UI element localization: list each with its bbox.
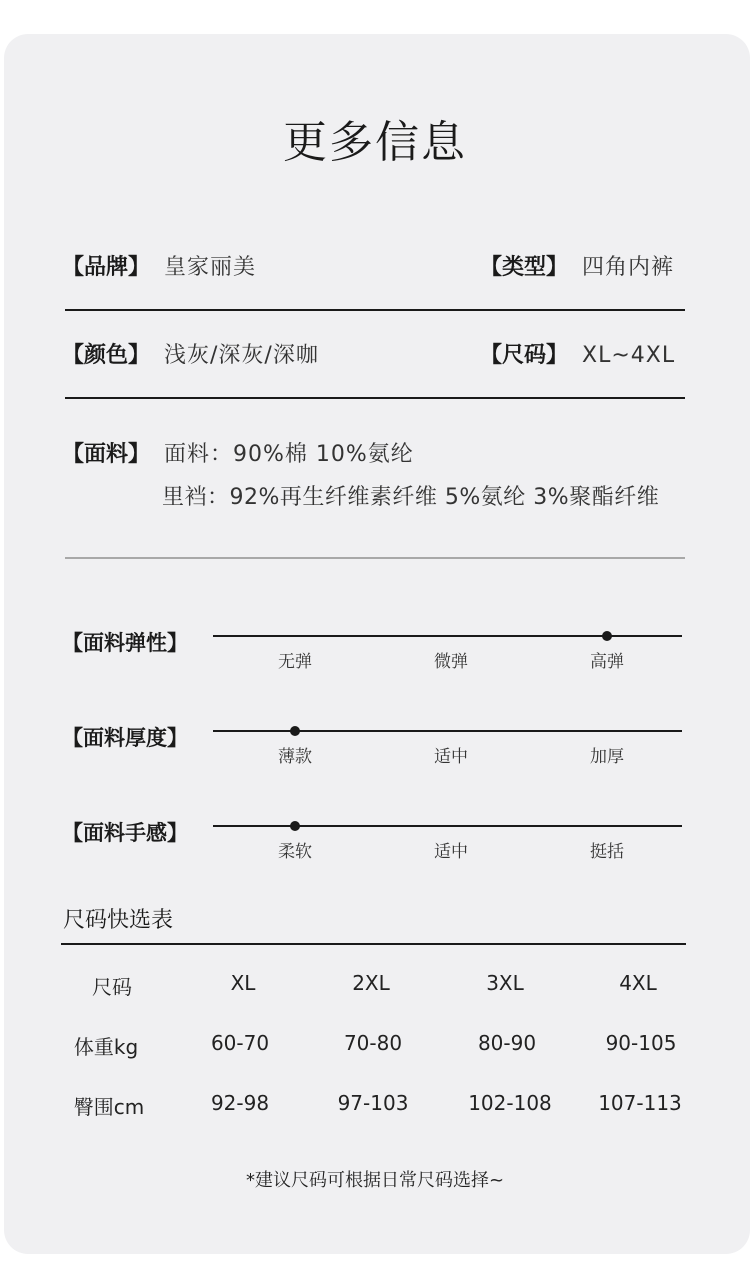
brand-label: 【品牌】 [62,255,151,280]
size-label: 【尺码】 [480,343,569,368]
elasticity-tick: 高弹 [590,652,624,672]
color-row [62,342,319,370]
color-value: 浅灰/深灰/深咖 [164,343,319,368]
table-cell: 90-105 [605,1031,677,1055]
table-cell: 3XL [486,971,524,995]
table-cell: 2XL [352,971,390,995]
table-cell: 体重kg [73,1035,139,1059]
table-cell: 107-113 [598,1091,682,1115]
feel-tick: 适中 [434,842,468,862]
elasticity-tick: 无弹 [278,652,312,672]
divider [65,397,685,399]
fabric-row [62,441,414,469]
fabric-line1: 面料：90%棉 10%氨纶 [164,442,414,467]
thickness-tick: 薄款 [278,747,312,767]
table-cell: 97-103 [337,1091,409,1115]
fabric-line2: 里裆：92%再生纤维素纤维 5%氨纶 3%聚酯纤维 [162,485,660,510]
type-row [480,254,674,282]
table-cell: 92-98 [210,1091,270,1115]
elasticity-label: 【面料弹性】 [62,631,188,655]
table-cell: 4XL [619,971,657,995]
size-table-title: 尺码快选表 [63,908,174,933]
thickness-tick: 加厚 [590,747,624,767]
feel-tick: 挺括 [590,842,624,862]
divider [65,557,685,559]
thickness-marker [290,726,300,736]
table-cell: 80-90 [477,1031,537,1055]
size-table-rule [61,943,686,945]
table-cell: 尺码 [92,975,132,999]
divider [65,309,685,311]
thickness-scale-line [213,730,682,732]
table-cell: 70-80 [343,1031,403,1055]
fabric-label: 【面料】 [62,442,151,467]
feel-scale-line [213,825,682,827]
elasticity-marker [602,631,612,641]
table-cell: 102-108 [468,1091,552,1115]
page-title: 更多信息 [283,117,467,168]
table-cell: 臀围cm [73,1095,145,1119]
brand-value: 皇家丽美 [164,255,257,280]
feel-marker [290,821,300,831]
type-value: 四角内裤 [582,255,675,280]
feel-tick: 柔软 [278,842,312,862]
color-label: 【颜色】 [62,343,151,368]
thickness-tick: 适中 [434,747,468,767]
table-cell: XL [230,971,256,995]
size-note: *建议尺码可根据日常尺码选择~ [245,1170,505,1191]
size-value: XL~4XL [582,343,676,368]
elasticity-tick: 微弹 [434,652,468,672]
feel-label: 【面料手感】 [62,821,188,845]
type-label: 【类型】 [480,255,569,280]
table-cell: 60-70 [210,1031,270,1055]
size-row [480,342,675,370]
brand-row [62,254,256,282]
thickness-label: 【面料厚度】 [62,726,188,750]
